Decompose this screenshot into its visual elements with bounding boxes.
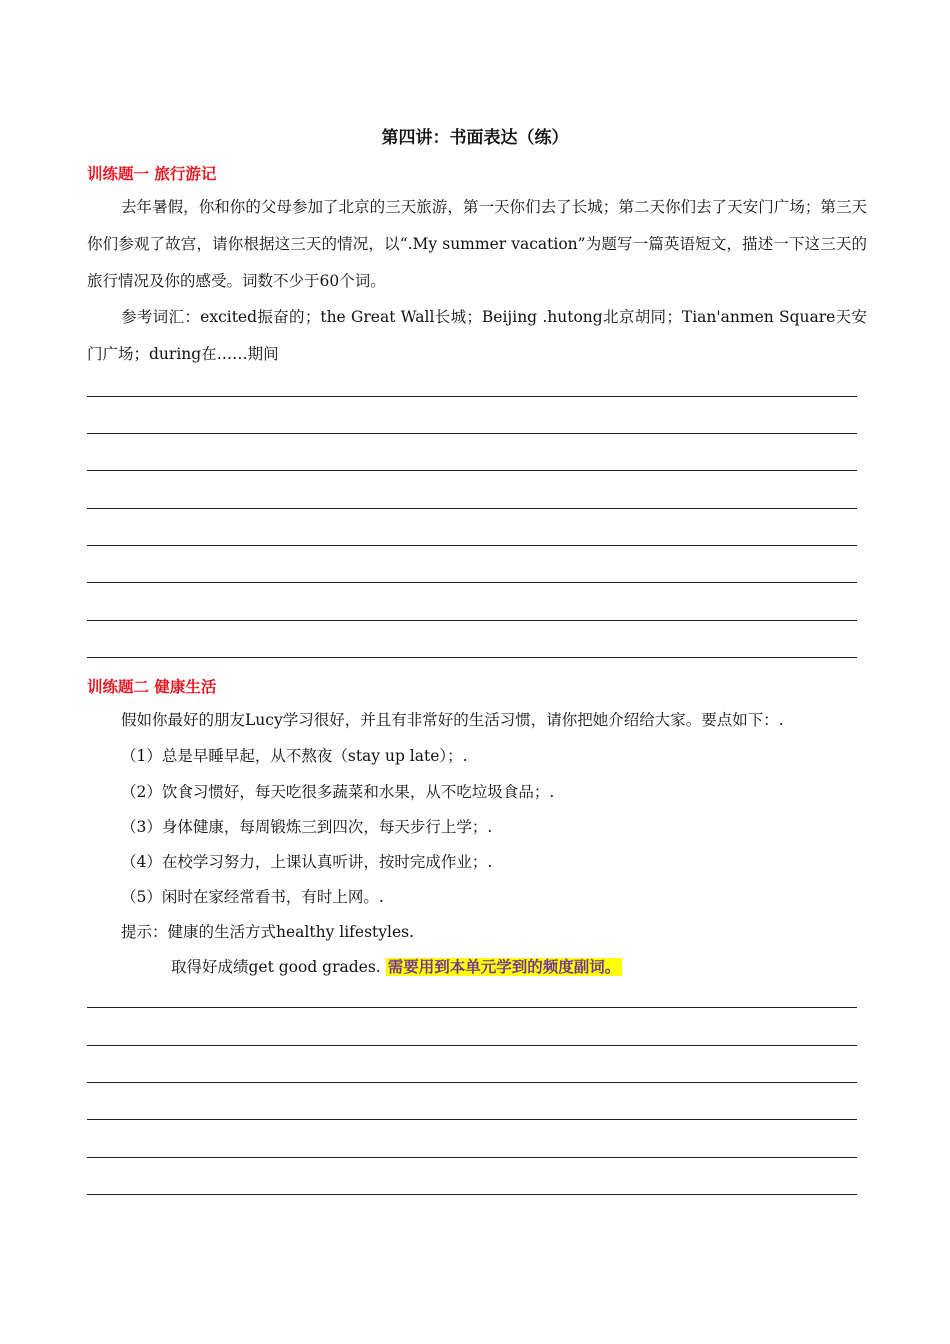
answer-line[interactable] [87,433,857,434]
answer-line[interactable] [87,470,857,471]
answer-line[interactable] [87,620,857,621]
exercise-1-heading: 训练题一 旅行游记 [87,165,217,183]
exercise-2-intro: 假如你最好的朋友Lucy学习很好，并且有非常好的生活习惯，请你把她介绍给大家。要点如下：. [121,711,784,729]
exercise-2-hint-grades: 取得好成绩get good grades. [171,958,381,976]
answer-line[interactable] [87,1119,857,1120]
answer-line[interactable] [87,1007,857,1008]
exercise-2-heading: 训练题二 健康生活 [87,678,217,696]
highlight-note: 需要用到本单元学到的频度副词。 [387,958,621,976]
answer-line[interactable] [87,508,857,509]
answer-line[interactable] [87,1045,857,1046]
exercise-2-point: （2）饮食习惯好，每天吃很多蔬菜和水果，从不吃垃圾食品；. [121,783,555,801]
exercise-2-point: （3）身体健康，每周锻炼三到四次，每天步行上学；. [121,818,493,836]
answer-line[interactable] [87,545,857,546]
answer-line[interactable] [87,396,857,397]
exercise-1-prompt: 去年暑假，你和你的父母参加了北京的三天旅游，第一天你们去了长城；第二天你们去了天安门广场；第三天你们参观了故宫，请你根据这三天的情况，以“.My summer vacation”为题写一篇英语短文，描述一下这三天的旅行情况及你的感受。词数不少于60个词。 [87,198,867,290]
answer-line[interactable] [87,582,857,583]
answer-line[interactable] [87,1194,857,1195]
exercise-2-point: （1）总是早睡早起，从不熬夜（stay up late）；. [121,747,468,765]
answer-line[interactable] [87,1157,857,1158]
exercise-2-point: （5）闲时在家经常看书，有时上网。. [121,888,384,906]
exercise-2-point: （4）在校学习努力，上课认真听讲，按时完成作业；. [121,853,493,871]
answer-line[interactable] [87,657,857,658]
page-title: 第四讲：书面表达（练） [381,128,569,148]
exercise-2-hint-line [171,956,622,978]
exercise-2-hint: 提示：健康的生活方式healthy lifestyles. [121,923,415,941]
answer-line[interactable] [87,1082,857,1083]
exercise-1-vocab: 参考词汇：excited振奋的；the Great Wall长城；Beijing .hutong北京胡同；Tian'anmen Square天安门广场；during在……期间 [87,308,867,363]
